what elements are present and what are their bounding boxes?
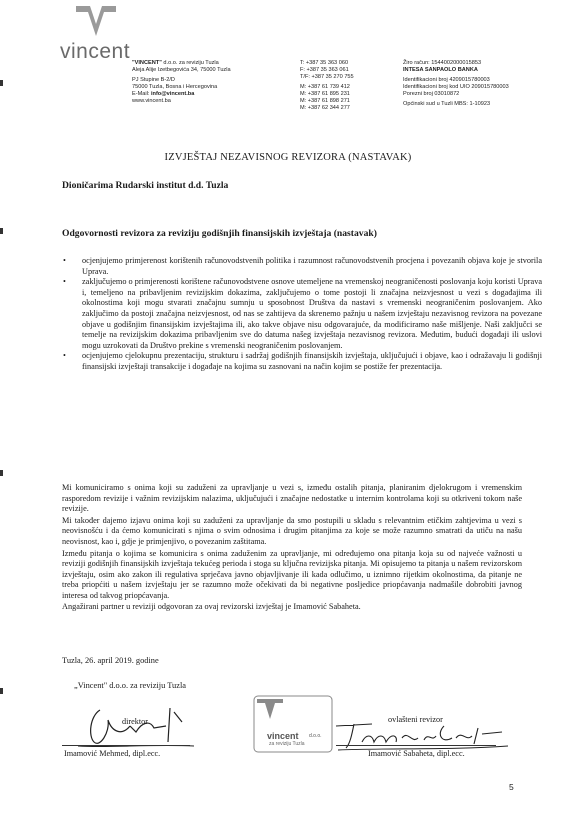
place-date: Tuzla, 26. april 2019. godine: [62, 656, 159, 665]
signature-name-left: Imamović Mehmed, dipl.ecc.: [64, 749, 161, 758]
page-number: 5: [509, 782, 514, 792]
phone-line: F: +387 35 363 061: [300, 67, 349, 73]
stamp-subtitle: za reviziju Tuzla: [269, 741, 305, 747]
list-item-text: zaključujemo o primjerenosti korištene računovodstvene osnove utemeljene na vremenskoj neograničenosti poslovanja koju koristi Uprava i, temeljeno na pribavljenim revizijskim dokazima, zaključujemo o tome postoji li značajna neizvjesnost u vezi s događajima ili okolnostima koji mogu stvarati značajnu sumnju u sposobnost Društva da nastavi s vremenski neograničenim poslovanjem. Ako zaključimo da postoji značajna neizvjesnost, od nas se zahtijeva da skrenemo pažnju u našem izvještaju nezavisnog revizora na povezane objave u godišnjim finansijskim izvještajima ili, ako takve objave nisu odgovarajuće, da modificiramo naše mišljenje. Naši zaključci se temelje na revizijskim dokazima pribavljenim sve do datuma našeg izvještaja nezavisnog revizora. Međutim, budući događaji ili uslovi mogu uzrokovati da Društvo prekine s vremenski neograničenim poslovanjem.: [82, 277, 542, 350]
body-paragraph: Angažirani partner u reviziji odgovoran za ovaj revizorski izvještaj je Imamović Sabaheta.: [62, 601, 361, 611]
vat-number: Identifikacioni broj kod UIO 209015780003: [403, 84, 509, 90]
binding-edge-mark: [0, 688, 3, 694]
signature-role-right: ovlašteni revizor: [388, 715, 443, 724]
binding-edge-mark: [0, 80, 3, 86]
signature-line-left: [62, 745, 190, 746]
website-link[interactable]: www.vincent.ba: [132, 98, 171, 104]
list-item: [63, 256, 542, 277]
bullet-icon: •: [63, 277, 66, 287]
phone-line: T: +387 35 363 060: [300, 60, 349, 66]
list-item: [63, 277, 542, 351]
body-paragraph: Mi komuniciramo s onima koji su zaduženi za upravljanje u vezi s, između ostalih pitanja, planiranim djelokrugom i vremenskim rasporedom revizije i važnim revizijskim nalazima, uključujući i značajne nedostatke u internim kontrolama koji su otkriveni tokom naše revizije.: [62, 483, 522, 514]
phone-line: M: +387 61 895 231: [300, 91, 350, 97]
body-paragraphs: [62, 483, 522, 612]
stamp-name: vincent: [267, 731, 299, 741]
company-address1: Aleja Alije Izetbegovića 34, 75000 Tuzla: [132, 67, 231, 73]
bank-account: Žiro račun: 1544002000015853: [403, 60, 482, 66]
phone-list: [300, 60, 400, 112]
list-item: [63, 351, 542, 372]
bank-info: [403, 60, 573, 108]
responsibility-list: [62, 256, 542, 373]
stamp-suffix: d.o.o.: [309, 733, 322, 739]
logo-wordmark: vincent: [60, 40, 131, 63]
signature-left-icon: [70, 702, 200, 754]
id-number: Identifikacioni broj 4209015780003: [403, 77, 490, 83]
bullet-icon: •: [63, 351, 66, 361]
bullet-icon: •: [63, 256, 66, 265]
company-address2: 75000 Tuzla, Bosna i Hercegovina: [132, 84, 218, 90]
body-paragraph: Mi također dajemo izjavu onima koji su zaduženi za upravljanje da smo postupili u skladu s relevantnim etičkim zahtjevima u vezi s neovisnošću i da ćemo komunicirati s njima o svim odnosima i drugim pitanjima za koje se može razumno smatrati da utiču na našu neovisnost, kao i, gdje je primjenjivo, o povezanim zaštitama.: [62, 515, 522, 546]
phone-line: T/F: +387 35 270 755: [300, 74, 354, 80]
phone-line: M: +387 62 344 277: [300, 105, 350, 111]
bank-name: INTESA SANPAOLO BANKA: [403, 67, 478, 73]
phone-line: M: +387 61 898 271: [300, 98, 350, 104]
section-heading: Odgovornosti revizora za reviziju godišnjih finansijskih izvještaja (nastavak): [62, 228, 377, 239]
list-item-text: ocjenjujemo cjelokupnu prezentaciju, strukturu i sadržaj godišnjih finansijskih izvještaja, uključujući i objave, kao i odražavaju li godišnji finansijski izvještaji transakcije i događaje na kojima su zasnovani na način kojim se postiže fer prezentacija.: [82, 351, 542, 371]
email-label: E-Mail:: [132, 91, 151, 97]
company-name-bold: "VINCENT": [132, 60, 162, 66]
court-registration: Općinski sud u Tuzli MBS: 1-10923: [403, 101, 491, 107]
signature-name-right: Imamović Sabaheta, dipl.ecc.: [368, 749, 465, 758]
recipient-line: Dioničarima Rudarski institut d.d. Tuzla: [62, 180, 229, 191]
list-item-text: ocjenjujemo primjerenost korištenih računovodstvenih politika i razumnost računovodstvenih procjena i povezanih objava koje je stvorila Uprava.: [82, 256, 542, 276]
phone-line: M: +387 61 739 412: [300, 84, 350, 90]
company-name-rest: d.o.o. za reviziju Tuzla: [161, 60, 219, 66]
email-link[interactable]: info@vincent.ba: [150, 91, 195, 97]
company-signoff: „Vincent" d.o.o. za reviziju Tuzla: [74, 681, 186, 690]
company-info: [132, 60, 292, 105]
tax-number: Porezni broj 03010872: [403, 91, 460, 97]
binding-edge-mark: [0, 470, 3, 476]
body-paragraph: Između pitanja o kojima se komunicira s onima zaduženim za upravljanje, mi određujemo ona pitanja koja su od najveće važnosti u reviziji godišnjih finansijskih izvještaja tekućeg perioda i stoga su ključna revizijska pitanja. Mi opisujemo ta pitanja u našem revizorskom izvještaju, osim ako zakon ili regulativa sprječava javno objavljivanje ili kada odlučimo, u iznimno rijetkim okolnostima, da pitanje ne treba priopćiti u našem izvještaju jer se razumno može očekivati da bi negativne posljedice priopćavanja nadmašile dobrobiti javnog interesa od takvog priopćavanja.: [62, 548, 522, 600]
signature-line-right: [336, 745, 496, 746]
company-po-box: PJ Stupine B-2/D: [132, 77, 175, 83]
signature-role-left: direktor: [122, 717, 148, 726]
page-title: IZVJEŠTAJ NEZAVISNOG REVIZORA (NASTAVAK): [164, 152, 412, 163]
binding-edge-mark: [0, 228, 3, 234]
